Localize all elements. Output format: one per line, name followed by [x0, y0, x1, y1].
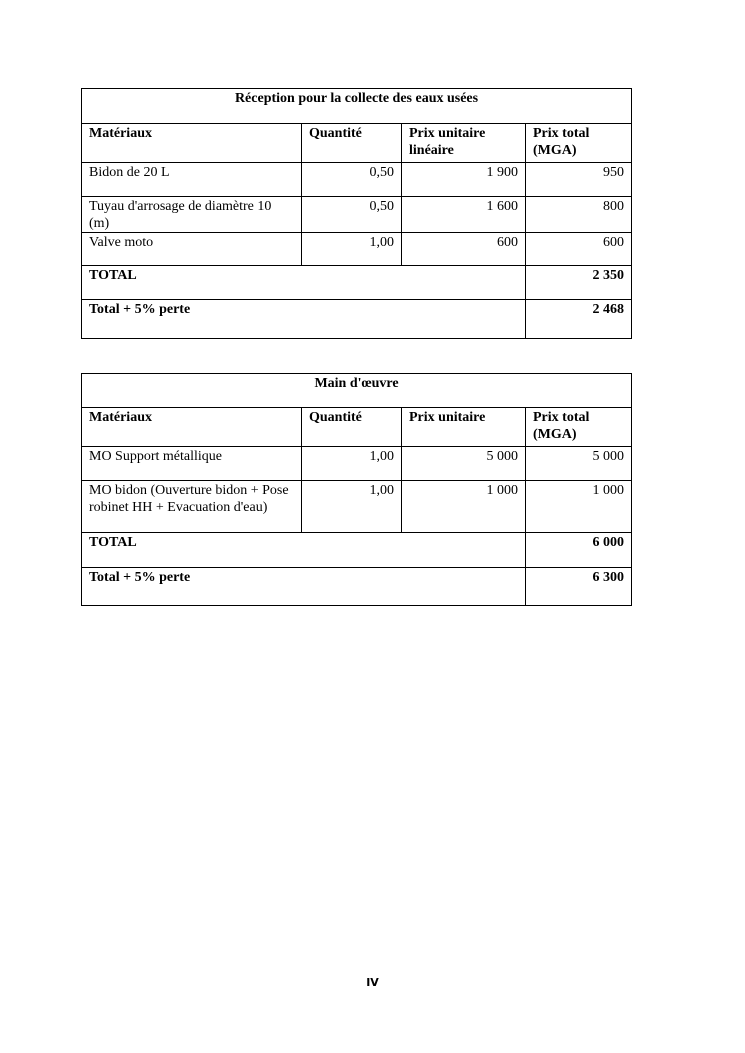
table-row [82, 233, 632, 266]
cell-prix-unitaire: 600 [402, 233, 526, 266]
total-label: TOTAL [82, 266, 526, 300]
table-row [82, 481, 632, 533]
total-label: TOTAL [82, 533, 526, 568]
cell-prix-total: 800 [526, 197, 632, 233]
cell-quantite: 1,00 [302, 447, 402, 481]
total-loss-value: 6 300 [526, 568, 632, 606]
page-number: IV [366, 976, 379, 989]
total-loss-row [82, 568, 632, 606]
header-prix-total: Prix total (MGA) [526, 408, 632, 447]
total-loss-row [82, 300, 632, 339]
total-loss-label: Total + 5% perte [82, 300, 526, 339]
total-value: 2 350 [526, 266, 632, 300]
table-row [82, 197, 632, 233]
total-row [82, 266, 632, 300]
cell-quantite: 1,00 [302, 481, 402, 533]
table-title: Main d'œuvre [82, 374, 632, 408]
cell-prix-unitaire: 1 600 [402, 197, 526, 233]
total-loss-label: Total + 5% perte [82, 568, 526, 606]
total-loss-value: 2 468 [526, 300, 632, 339]
header-quantite: Quantité [302, 408, 402, 447]
cell-prix-unitaire: 1 900 [402, 163, 526, 197]
cell-prix-unitaire: 1 000 [402, 481, 526, 533]
cell-quantite: 0,50 [302, 197, 402, 233]
collecte-cost-table [81, 88, 632, 339]
header-materiaux: Matériaux [82, 124, 302, 163]
cell-prix-unitaire: 5 000 [402, 447, 526, 481]
header-prix-unitaire: Prix unitaire [402, 408, 526, 447]
cell-materiau: Valve moto [82, 233, 302, 266]
header-prix-unitaire: Prix unitaire linéaire [402, 124, 526, 163]
cell-materiau: Tuyau d'arrosage de diamètre 10 (m) [82, 197, 302, 233]
cell-materiau: MO Support métallique [82, 447, 302, 481]
cell-quantite: 1,00 [302, 233, 402, 266]
cell-materiau: Bidon de 20 L [82, 163, 302, 197]
header-prix-total: Prix total (MGA) [526, 124, 632, 163]
main-oeuvre-cost-table [81, 373, 632, 606]
cell-prix-total: 5 000 [526, 447, 632, 481]
cell-prix-total: 1 000 [526, 481, 632, 533]
cell-quantite: 0,50 [302, 163, 402, 197]
table-row [82, 447, 632, 481]
header-materiaux: Matériaux [82, 408, 302, 447]
cell-prix-total: 600 [526, 233, 632, 266]
total-row [82, 533, 632, 568]
table-title: Réception pour la collecte des eaux usées [82, 89, 632, 124]
table-row [82, 163, 632, 197]
total-value: 6 000 [526, 533, 632, 568]
header-quantite: Quantité [302, 124, 402, 163]
cell-materiau: MO bidon (Ouverture bidon + Pose robinet HH + Evacuation d'eau) [82, 481, 302, 533]
cell-prix-total: 950 [526, 163, 632, 197]
